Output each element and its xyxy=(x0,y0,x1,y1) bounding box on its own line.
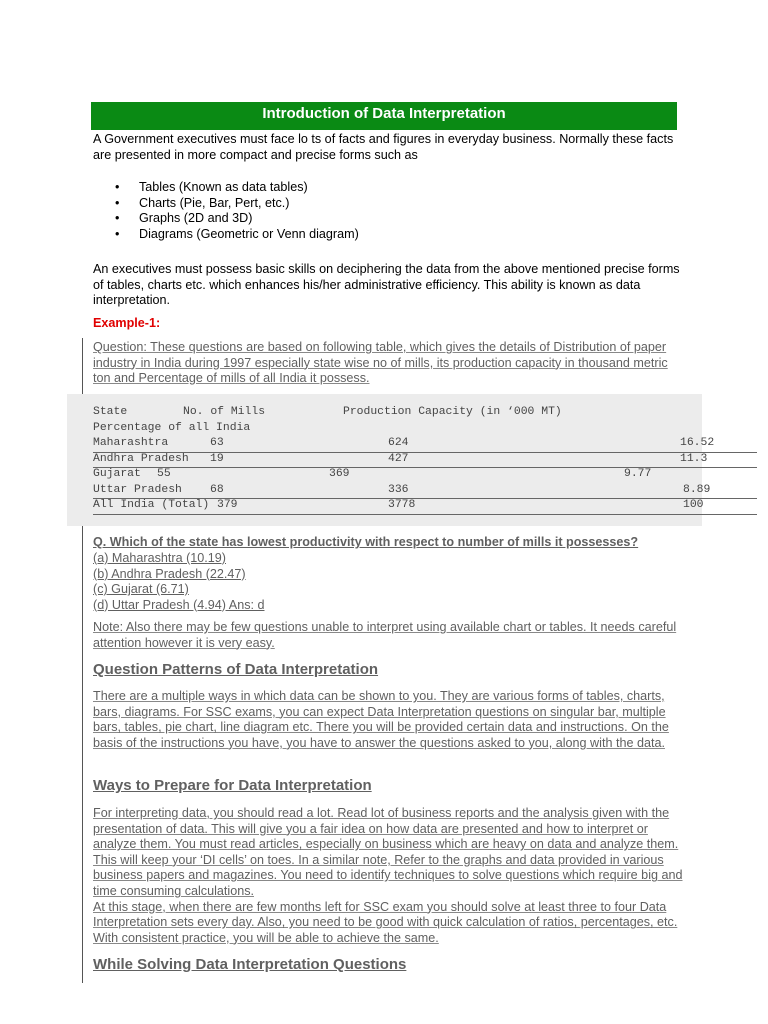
intro-paragraph: A Government executives must face lo ts of facts and figures in everyday business. Normally these facts are presented in more compact and precise forms such as xyxy=(93,132,674,162)
option-c[interactable]: (c) Gujarat (6.71) xyxy=(93,582,189,597)
table-header-state: State xyxy=(93,406,128,418)
table-cell-mills: 63 xyxy=(210,437,224,449)
list-item: • Charts (Pie, Bar, Pert, etc.) xyxy=(93,196,359,212)
table-cell-percentage: 100 xyxy=(683,499,704,511)
prepare-text-1: For interpreting data, you should read a lot. Read lot of business reports and the analysis given with the presentation of data. This will give you a fair idea on how data are presented and how to interpret or analyze them. You must read articles, especially on business which are heavy on data and analyze them. This will keep your ‘DI cells’ on toes. In a similar note, Refer to the graphs and data provided in various business papers and magazines. You need to identify techniques to solve questions which require big and time consuming calculations. xyxy=(93,806,683,898)
question-text[interactable]: Question: These questions are based on following table, which gives the details of Distribution of paper industry in India during 1997 especially state wise no of mills, its production capacity in thousand metric ton and Percentage of mills of all India it possess. xyxy=(93,340,668,386)
table-cell-mills: 19 xyxy=(210,453,224,465)
prepare-text-2: At this stage, when there are few months left for SSC exam you should solve at least three to four Data Interpretation sets every day. Also, you need to be good with quick calculation of ratios, percentages, etc. With consistent practice, you will be able to achieve the same. xyxy=(93,899,678,945)
table-cell-capacity: 336 xyxy=(388,484,409,496)
option-a[interactable]: (a) Maharashtra (10.19) xyxy=(93,551,226,565)
sub-question[interactable]: Q. Which of the state has lowest productivity with respect to number of mills it possesses? xyxy=(93,535,639,549)
option-d[interactable]: (d) Uttar Pradesh (4.94) Ans: d xyxy=(93,597,265,612)
table-cell-capacity: 3778 xyxy=(388,499,416,511)
table-header-percentage: Percentage of all India xyxy=(93,422,251,434)
table-cell-capacity: 624 xyxy=(388,437,409,449)
table-cell-percentage: 9.77 xyxy=(624,468,652,480)
data-table xyxy=(67,394,715,526)
row-divider xyxy=(93,452,757,453)
table-cell-capacity: 427 xyxy=(388,453,409,465)
table-header-mills: No. of Mills xyxy=(183,406,266,418)
answer-options xyxy=(93,551,265,613)
table-cell-state: Uttar Pradesh xyxy=(93,484,182,496)
heading-ways-to-prepare[interactable]: Ways to Prepare for Data Interpretation xyxy=(93,777,372,794)
prepare-paragraph[interactable] xyxy=(93,806,683,946)
executives-paragraph: An executives must possess basic skills on deciphering the data from the above mentioned precise forms of tables, charts etc. which enhances his/her administrative efficiency. This ability is known as data interpretation. xyxy=(93,262,680,308)
note-text[interactable]: Note: Also there may be few questions unable to interpret using available chart or tables. It needs careful attention however it is very easy. xyxy=(93,620,677,650)
table-cell-state: Maharashtra xyxy=(93,437,169,449)
row-divider xyxy=(93,514,757,515)
table-cell-percentage: 16.52 xyxy=(680,437,715,449)
option-b[interactable]: (b) Andhra Pradesh (22.47) xyxy=(93,566,246,581)
patterns-paragraph[interactable]: There are a multiple ways in which data can be shown to you. They are various forms of tables, charts, bars, diagrams. For SSC exams, you can expect Data Interpretation questions on singular bar, multiple bars, tables, pie chart, line diagram etc. There you will be provided certain data and instructions. On the basis of the instructions you have, you have to answer the questions asked to you, along with the data. xyxy=(93,689,669,750)
table-cell-state: Andhra Pradesh xyxy=(93,453,189,465)
table-cell-capacity: 369 xyxy=(329,468,350,480)
table-cell-mills: 68 xyxy=(210,484,224,496)
heading-while-solving[interactable]: While Solving Data Interpretation Questions xyxy=(93,956,407,973)
table-cell-state: Gujarat xyxy=(93,468,141,480)
list-item: • Diagrams (Geometric or Venn diagram) xyxy=(93,227,359,243)
table-cell-percentage: 8.89 xyxy=(683,484,711,496)
list-item: • Tables (Known as data tables) xyxy=(93,180,359,196)
forms-list xyxy=(93,180,359,242)
row-divider xyxy=(93,467,757,468)
table-header-capacity: Production Capacity (in ‘000 MT) xyxy=(343,406,562,418)
list-item: • Graphs (2D and 3D) xyxy=(93,211,359,227)
page-title: Introduction of Data Interpretation xyxy=(91,102,677,130)
heading-question-patterns[interactable]: Question Patterns of Data Interpretation xyxy=(93,661,379,678)
table-cell-mills: 55 xyxy=(157,468,171,480)
table-cell-state: All India (Total) xyxy=(93,499,210,511)
table-cell-mills: 379 xyxy=(217,499,238,511)
table-cell-percentage: 11.3 xyxy=(680,453,708,465)
example-label: Example-1: xyxy=(93,316,161,330)
